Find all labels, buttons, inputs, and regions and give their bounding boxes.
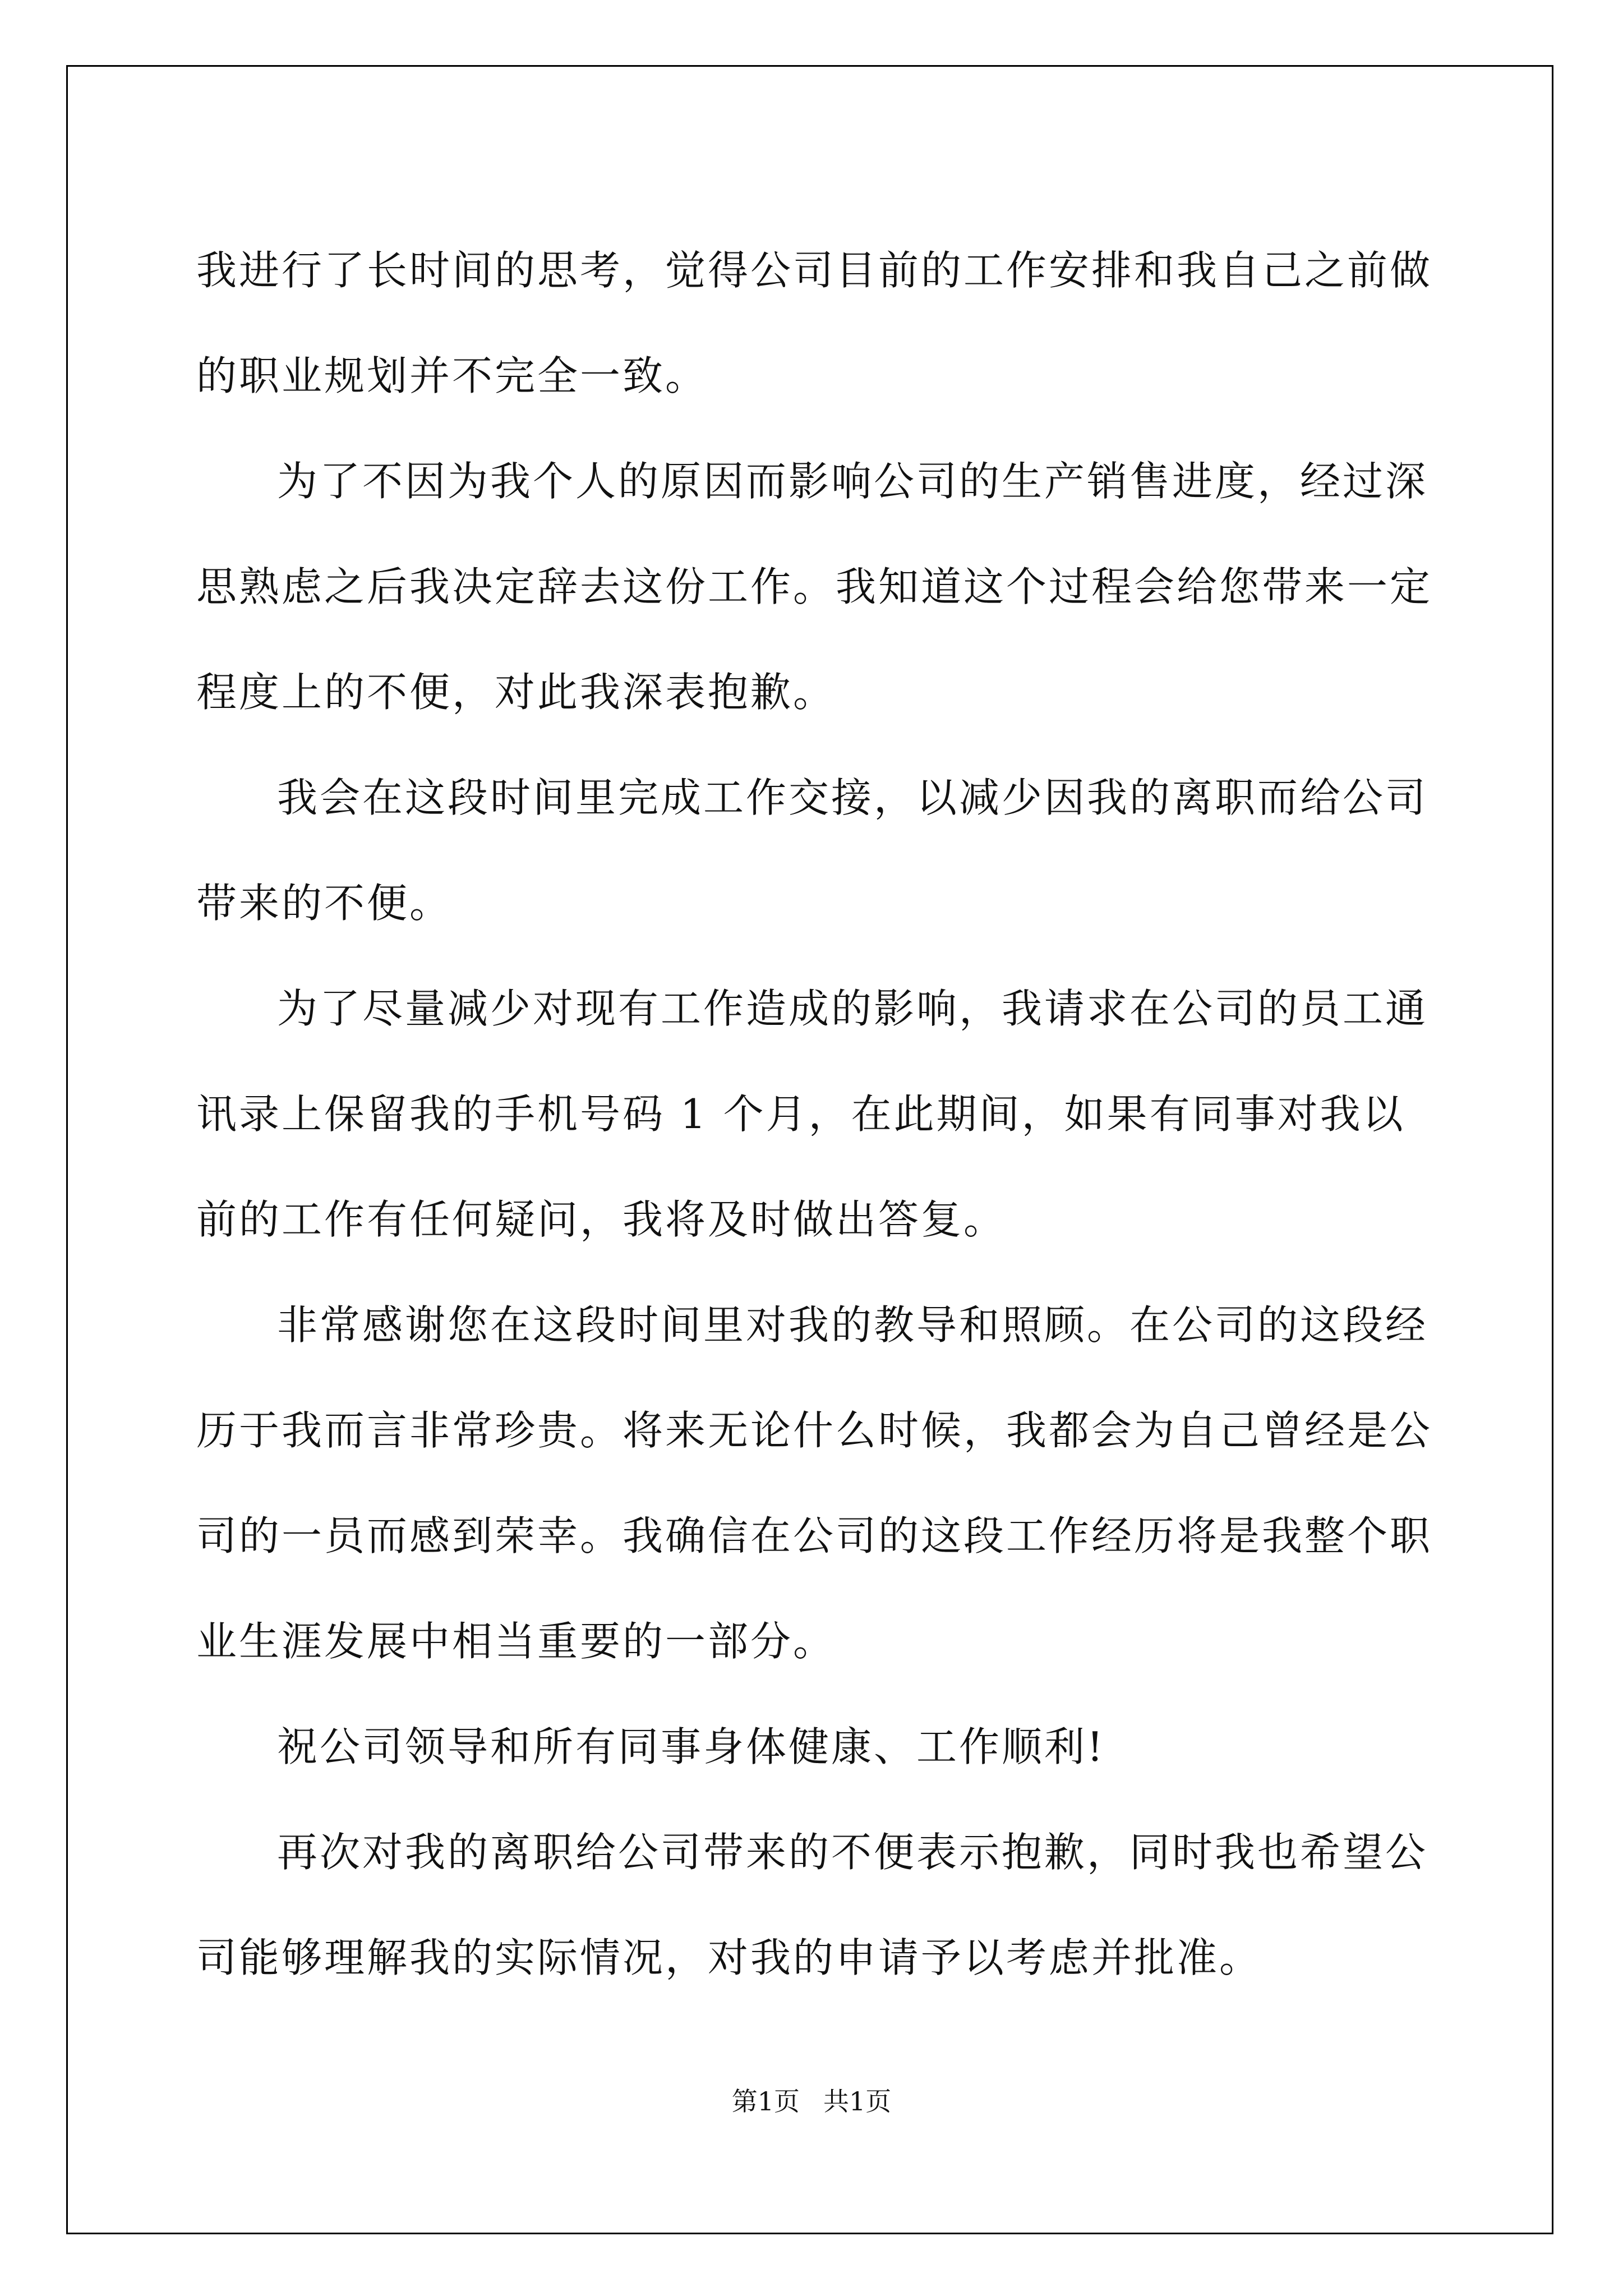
- paragraph-4: 为了尽量减少对现有工作造成的影响，我请求在公司的员工通讯录上保留我的手机号码 1 个月，在此期间，如果有同事对我以前的工作有任何疑问，我将及时做出答复。: [196, 985, 1428, 1243]
- paragraph-5: 非常感谢您在这段时间里对我的教导和照顾。在公司的这段经历于我而言非常珍贵。将来无论什么时候，我都会为自己曾经是公司的一员而感到荣幸。我确信在公司的这段工作经历将是我整个职业生涯发展中相当重要的一部分。: [196, 1301, 1433, 1665]
- page-footer: [0, 2081, 1623, 2118]
- page-number-current: 第1页: [731, 2086, 800, 2116]
- paragraph-6: 祝公司领导和所有同事身体健康、工作顺利!: [277, 1723, 1105, 1770]
- document-body: [196, 218, 1436, 2010]
- page-number-total: 共1页: [823, 2086, 892, 2116]
- paragraph-1: 我进行了长时间的思考，觉得公司目前的工作安排和我自己之前做的职业规划并不完全一致。: [196, 247, 1433, 399]
- paragraph-3: 我会在这段时间里完成工作交接，以减少因我的离职而给公司带来的不便。: [196, 774, 1428, 927]
- paragraph-2: 为了不因为我个人的原因而影响公司的生产销售进度，经过深思熟虑之后我决定辞去这份工作。我知道这个过程会给您带来一定程度上的不便，对此我深表抱歉。: [196, 458, 1433, 716]
- paragraph-7: 再次对我的离职给公司带来的不便表示抱歉，同时我也希望公司能够理解我的实际情况，对我的申请予以考虑并批准。: [196, 1829, 1428, 1981]
